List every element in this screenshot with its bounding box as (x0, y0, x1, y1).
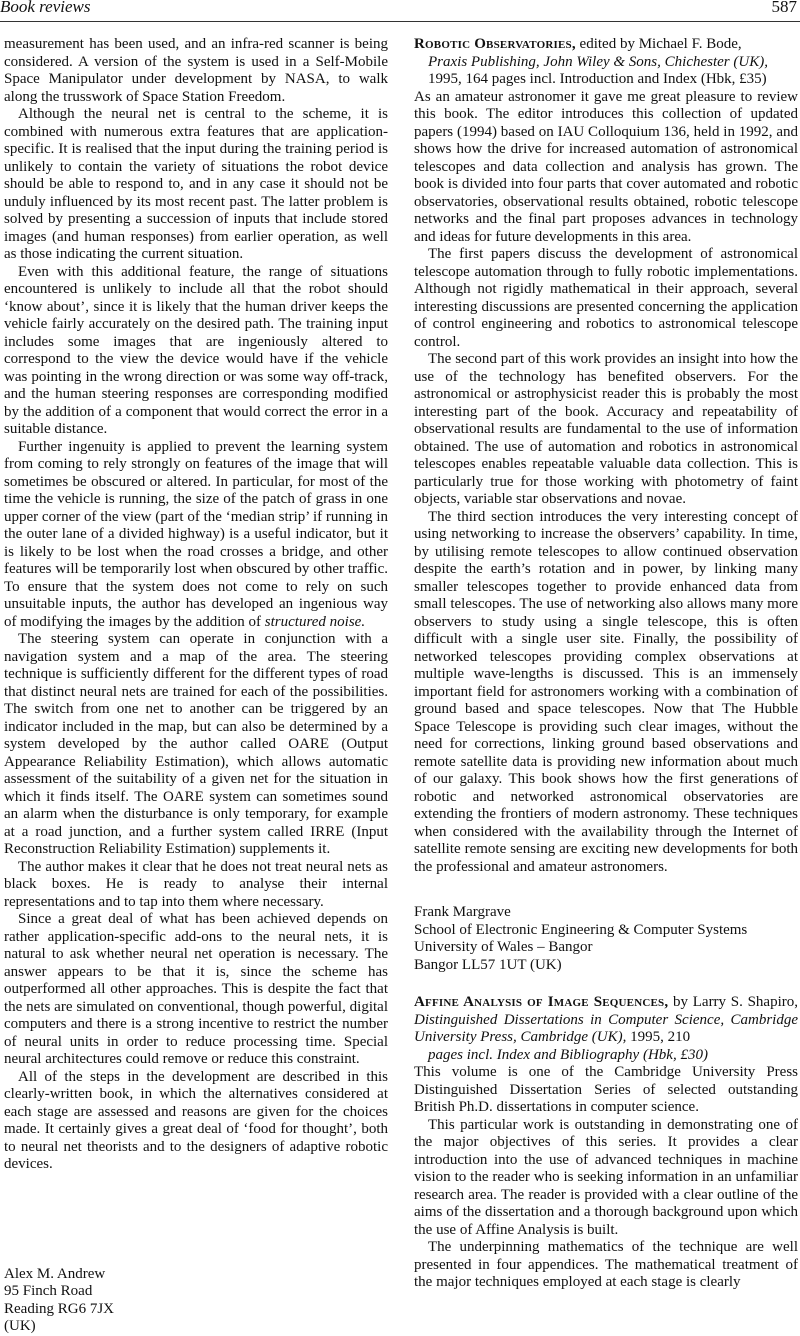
body-paragraph: Since a great deal of what has been achieved depends on rather application-specific add-ons to the neural nets, it is natural to ask whether neural net operation is necessary. The answer appears to be that it is, since the scheme has outperformed all other approaches. This is despite the fact that the nets are simulated on conventional, though powerful, digital computers and there is a strong incentive to restrict the number of neural units in order to reduce processing time. Special neural architectures could remove or reduce this constraint. (4, 911, 388, 1067)
book-publisher: Praxis Publishing, John Wiley & Sons, Chichester (UK), (428, 53, 768, 70)
book-editor: edited by Michael F. Bode, (575, 36, 742, 52)
book-series: Distinguished Dissertations in Computer Science, Cambridge University Press, Cambridge (UK), (414, 1011, 798, 1045)
body-paragraph: Although the neural net is central to the scheme, it is combined with numerous extra features that are application-specific. It is realised that the input during the training period is unlikely to contain the variety of situations the robot device should be able to respond to, and in any case it should not be unduly influenced by its most recent past. The latter problem is solved by presenting a succession of inputs that include stored images (and human responses) from earlier operation, as well as those indicating the current situation. (4, 106, 388, 262)
reviewer-address (414, 904, 798, 974)
body-paragraph: Even with this additional feature, the range of situations encountered is unlikely to include all that the robot should ‘know about’, since it is likely that the human driver keeps the vehicle fairly accurately on the desired path. The training input includes some images that are ingeniously altered to correspond to the view the device would have if the vehicle was pointing in the wrong direction or was some way off-track, and the human steering responses are corresponding modified by the addition of a component that would correct the error in a suitable distance. (4, 263, 388, 437)
reviewer-university: University of Wales – Bangor (414, 939, 593, 955)
book-author: by Larry S. Shapiro, (668, 994, 798, 1010)
emphasis-structured-noise: structured noise. (264, 613, 366, 630)
reviewer-city: Reading RG6 7JX (4, 1300, 114, 1317)
body-paragraph: This volume is one of the Cambridge University Press Distinguished Dissertation Series of selected outstanding British Ph.D. dissertations in computer science. (414, 1064, 798, 1115)
body-paragraph (4, 439, 388, 632)
review-heading-affine-analysis (414, 994, 798, 1064)
running-head-section: Book reviews (0, 0, 91, 16)
body-paragraph: The first papers discuss the development of astronomical telescope automation through to fully robotic implementations. Although not rigidly mathematical in their approach, several interesting discussions are presented concerning the application of control engineering and robotics to astronomical telescope control. (414, 246, 798, 350)
paragraph-text: Further ingenuity is applied to prevent the learning system from coming to rely strongly on features of the image that will sometimes be obscured or altered. In particular, for most of the time the vehicle is running, the size of the patch of grass in one upper corner of the view (part of the ‘median strip’ if running in the outer lane of a divided highway) is a useful indicator, but it is likely to be lost when the road crosses a bridge, and other features will be temporarily lost when obscured by other traffic. To ensure that the system does not come to rely on such unsuitable inputs, the author has developed an ingenious way of modifying the images by the addition of (4, 438, 388, 630)
reviewer-street: 95 Finch Road (4, 1283, 93, 1299)
page-number: 587 (771, 0, 797, 16)
reviewer-postcode: Bangor LL57 1UT (UK) (414, 956, 562, 973)
book-title: Affine Analysis of Image Sequences, (414, 994, 669, 1010)
book-year-pages: 1995, 210 (626, 1029, 691, 1045)
reviewer-country: (UK) (4, 1318, 36, 1334)
body-paragraph: The steering system can operate in conjunction with a navigation system and a map of the area. The steering technique is sufficiently different for the different types of road that distinct neural nets are trained for each of the possibilities. The switch from one net to another can be triggered by an indicator included in the map, but can also be determined by a system developed by the author called OARE (Output Appearance Reliability Estimation), which allows automatic assessment of the suitability of a given net for the situation in which it finds itself. The OARE system can sometimes sound an alarm when the disturbance is only temporary, for example at a road junction, and a further system called IRRE (Input Reconstruction Reliability Estimation) supplements it. (4, 631, 388, 857)
book-details: 1995, 164 pages incl. Introduction and Index (Hbk, £35) (428, 71, 767, 87)
body-paragraph: This particular work is outstanding in demonstrating one of the major objectives of this series. It provides a clear introduction into the use of advanced techniques in machine vision to the reader who is seeking information in an unfamiliar research area. The reader is provided with a clear outline of the aims of the dissertation and a thorough background upon which the use of Affine Analysis is built. (414, 1116, 798, 1238)
header-rule (0, 21, 800, 22)
reviewer-name: Alex M. Andrew (4, 1265, 106, 1282)
reviewer-address (4, 1266, 388, 1336)
body-paragraph: All of the steps in the development are described in this clearly-written book, in which the alternatives considered at each stage are assessed and reasons are given for the choices made. It certainly gives a great deal of ‘food for thought’, both to neural net theorists and to the designers of adaptive robotic devices. (4, 1068, 388, 1172)
body-paragraph: The author makes it clear that he does not treat neural nets as black boxes. He is ready to analyse their internal representations and to tap into them where necessary. (4, 858, 388, 910)
body-paragraph: As an amateur astronomer it gave me great pleasure to review this book. The editor introduces this collection of updated papers (1994) based on IAU Colloquium 136, held in 1992, and shows how the drive for increased automation of astronomical telescopes and data collection and analysis has grown. The book is divided into four parts that cover automated and robotic observatories, observational results obtained, robotic telescope networks and the final part proposes advances in technology and ideas for future developments in this area. (414, 88, 798, 245)
book-details: pages incl. Index and Bibliography (Hbk, £30) (428, 1046, 708, 1063)
reviewer-department: School of Electronic Engineering & Computer Systems (414, 921, 748, 938)
body-paragraph: The third section introduces the very interesting concept of using networking to increase the observers’ capability. In time, by utilising remote telescopes to allow continued observation despite the earth’s rotation and in power, by linking many smaller telescopes together to provide enhanced data from small telescopes. The use of networking also allows many more observers to study using a single telescope, this is often difficult with a single user site. Finally, the possibility of networked telescopes providing complex observations at multiple wave-lengths is discussed. This is an immensely important field for astronomers working with a combination of ground based and space telescopes. Now that The Hubble Space Telescope is providing such clear images, without the need for corrections, linking ground based observations and remote satellite data is providing new information about much of our galaxy. This book shows how the first generations of robotic and networked astronomical observatories are extending the frontiers of modern astronomy. These techniques when considered with the availability through the Internet of satellite remote sensing are exciting new developments for both the professional and amateur astronomers. (414, 508, 798, 875)
right-column (414, 36, 798, 1292)
reviewer-name: Frank Margrave (414, 904, 511, 920)
running-head (0, 0, 800, 22)
body-paragraph: The second part of this work provides an insight into how the use of the technology has benefited observers. For the astronomical or astrophysicist reader this is probably the most interesting part of the book. Accuracy and repeatability of observational results are fundamental to the use of information obtained. The use of automation and robotics in astronomical telescopes enables repeatable valuable data collection. This is particularly true for those working with photometry of faint objects, variable star observations and novae. (414, 351, 798, 507)
book-title: Robotic Observatories, (414, 36, 576, 52)
body-paragraph: The underpinning mathematics of the technique are well presented in four appendices. The mathematical treatment of the major techniques employed at each stage is clearly (414, 1239, 798, 1290)
body-paragraph: measurement has been used, and an infra-red scanner is being considered. A version of the system is used in a Self-Mobile Space Manipulator under development by NASA, to walk along the trusswork of Space Station Freedom. (4, 36, 388, 105)
left-column (4, 36, 388, 1336)
review-heading-robotic-observatories (414, 36, 798, 89)
